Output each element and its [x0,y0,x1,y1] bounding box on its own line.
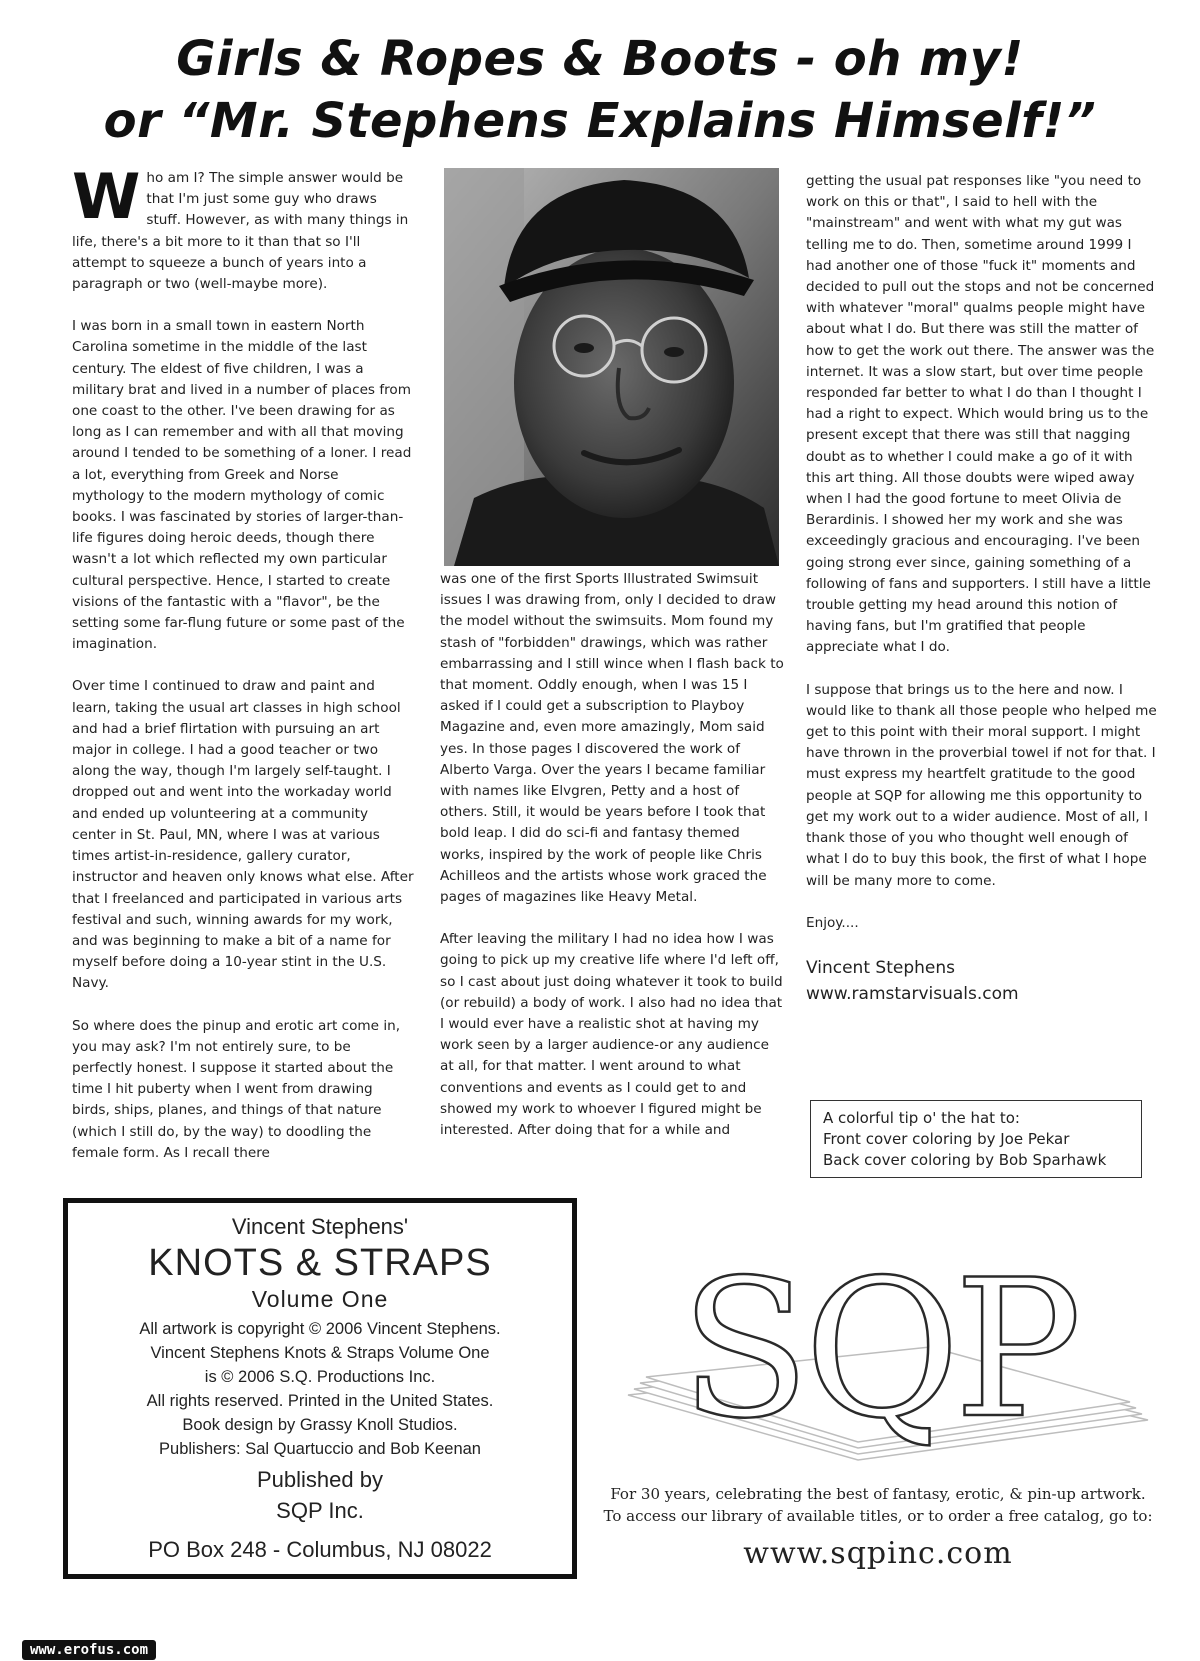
portrait-image [444,168,779,566]
coloring-credits-box [810,1100,1142,1178]
sqp-logo [588,1215,1168,1480]
paragraph: I suppose that brings us to the here and now. I would like to thank all those people who helped me get to this point with their moral support. I might have thrown in the proverbial towel if not for that. I must express my heartfelt gratitude to the good people at SQP for allowing me this opportunity to get my work out to a wider audience. Most of all, I thank those of you who thought well enough of what I do to buy this book, the first of what I hope will be many more to come. [806,681,1157,889]
credits-address: PO Box 248 - Columbus, NJ 08022 [148,1537,492,1562]
tip-line: Back cover coloring by Bob Sparhawk [823,1151,1107,1169]
credits-line: All rights reserved. Printed in the United States. [146,1392,494,1410]
credits-line: Book design by Grassy Knoll Studios. [182,1416,458,1434]
signature-name: Vincent Stephens [806,957,955,978]
paragraph: I was born in a small town in eastern North Carolina sometime in the middle of the last century. The eldest of five children, I was a military brat and lived in a number of places from one coast to the other. I've been drawing for as long as I can remember and with all that moving around I tended to be something of a loner. I read a lot, everything from Greek and Norse mythology to the modern mythology of comic books. I was fascinated by stories of larger-than-life figures doing heroic deeds, though there wasn't a lot which reflected my own particular cultural perspective. Hence, I started to create visions of the fantastic with a "flavor", be the setting some far-flung future or some past of the imagination. [72,318,412,653]
credits-published-by: Published by [257,1467,383,1492]
sqp-tagline: For 30 years, celebrating the best of fantasy, erotic, & pin-up artwork. To access our library of available titles, or to order a free catalog, go to: [603,1485,1153,1525]
text-column-1 [72,160,414,1185]
text-column-2 [440,569,785,1162]
paragraph-closing: Enjoy.... [806,914,859,931]
paragraph: So where does the pinup and erotic art come in, you may ask? I'm not entirely sure, to be perfectly honest. I suppose it started about the time I hit puberty when I went from drawing birds, ships, planes, and things of that nature (which I still do, by the way) to doodling the female form. As I recall there [72,1017,401,1161]
paragraph: getting the usual pat responses like "you need to work on this or that", I said to hell with the "mainstream" and went with what my gut was telling me to do. Then, sometime around 1999 I had another one of those "fuck it" moments and decided to pull out the stops and not be concerned with whatever "moral" qualms people might have about what I do. But there was still the matter of how to get the work out there. The answer was the internet. It was a slow start, but over time people responded far better to what I do than I thought I had a right to expect. Which would bring us to the present except that there was still that nagging doubt as to whether I could make a go of it with this art thing. All those doubts were wiped away when I had the good fortune to meet Olivia de Berardinis. I showed her my work and she was exceedingly gracious and encouraging. I've been going strong ever since, gaining something of a following of fans and supporters. I still have a little trouble getting my head around this notion of having fans, but I'm gratified that people appreciate what I do. [806,173,1155,656]
credits-line: All artwork is copyright © 2006 Vincent Stephens. [139,1320,501,1338]
book-credits-box [63,1198,577,1579]
paragraph: Over time I continued to draw and paint and learn, taking the usual art classes in high school and had a brief flirtation with pursuing an art major in college. I had a good teacher or two along the way, though I'm largely self-taught. I dropped out and went into the workaday world and ended up volunteering at a community center in St. Paul, MN, where I was at various times artist-in-residence, gallery curator, instructor and heaven only knows what else. After that I freelanced and participated in various arts festival and such, winning awards for my work, and was beginning to make a bit of a name for myself before doing a 10-year stint in the U.S. Navy. [72,678,414,992]
sqp-logo-text: SQP [680,1239,1076,1460]
article-title [40,28,1160,152]
credits-book-title: KNOTS & STRAPS [148,1242,492,1284]
paragraph: After leaving the military I had no idea how I was going to pick up my creative life where I'd left off, so I cast about just doing whatever it took to build (or rebuild) a body of work. I also had no idea that I would ever have a realistic shot at having my work seen by a larger audience-or any audience at all, for that matter. I went around to what conventions and events as I could get to and showed my work to whoever I figured might be interested. After doing that for a while and [440,931,783,1139]
tip-line: Front cover coloring by Joe Pekar [823,1130,1070,1148]
sqp-advertisement [588,1215,1168,1585]
site-watermark: www.erofus.com [22,1640,156,1660]
credits-line: Vincent Stephens Knots & Straps Volume One [150,1344,490,1362]
drop-cap: W [72,160,141,233]
tip-line: A colorful tip o' the hat to: [823,1109,1020,1127]
paragraph: was one of the first Sports Illustrated Swimsuit issues I was drawing from, only I decided to draw the model without the swimsuits. Mom found my stash of "forbidden" drawings, which was rather embarrassing and I still wince when I flash back to that moment. Oddly enough, when I was 15 I asked if I could get a subscription to Playboy Magazine and, even more amazingly, Mom said yes. In those pages I discovered the work of Alberto Varga. Over the years I became familiar with names like Elvgren, Petty and a host of others. Still, it would be years before I took that bold leap. I did do sci-fi and fantasy themed works, inspired by the work of people like Chris Achilleos and the artists whose work graced the pages of magazines like Heavy Metal. [440,571,784,906]
credits-author: Vincent Stephens' [231,1214,409,1239]
credits-line: Publishers: Sal Quartuccio and Bob Keenan [159,1440,481,1458]
author-photo [444,168,779,566]
sqp-url-link[interactable]: www.sqpinc.com [743,1536,1013,1571]
title-line-2: or “Mr. Stephens Explains Himself!” [103,93,1097,149]
paragraph-intro: Who am I? The simple answer would be that I'm just some guy who draws stuff. However, as with many things in life, there's a bit more to it than that so I'll attempt to squeeze a bunch of years into a paragraph or two (well-maybe more). [72,160,409,293]
text-column-3 [806,171,1158,1007]
signature-url: www.ramstarvisuals.com [806,983,1019,1004]
credits-publisher: SQP Inc. [276,1498,364,1523]
credits-line: is © 2006 S.Q. Productions Inc. [204,1368,436,1386]
credits-volume: Volume One [251,1286,389,1312]
title-line-1: Girls & Ropes & Boots - oh my! [176,31,1024,87]
